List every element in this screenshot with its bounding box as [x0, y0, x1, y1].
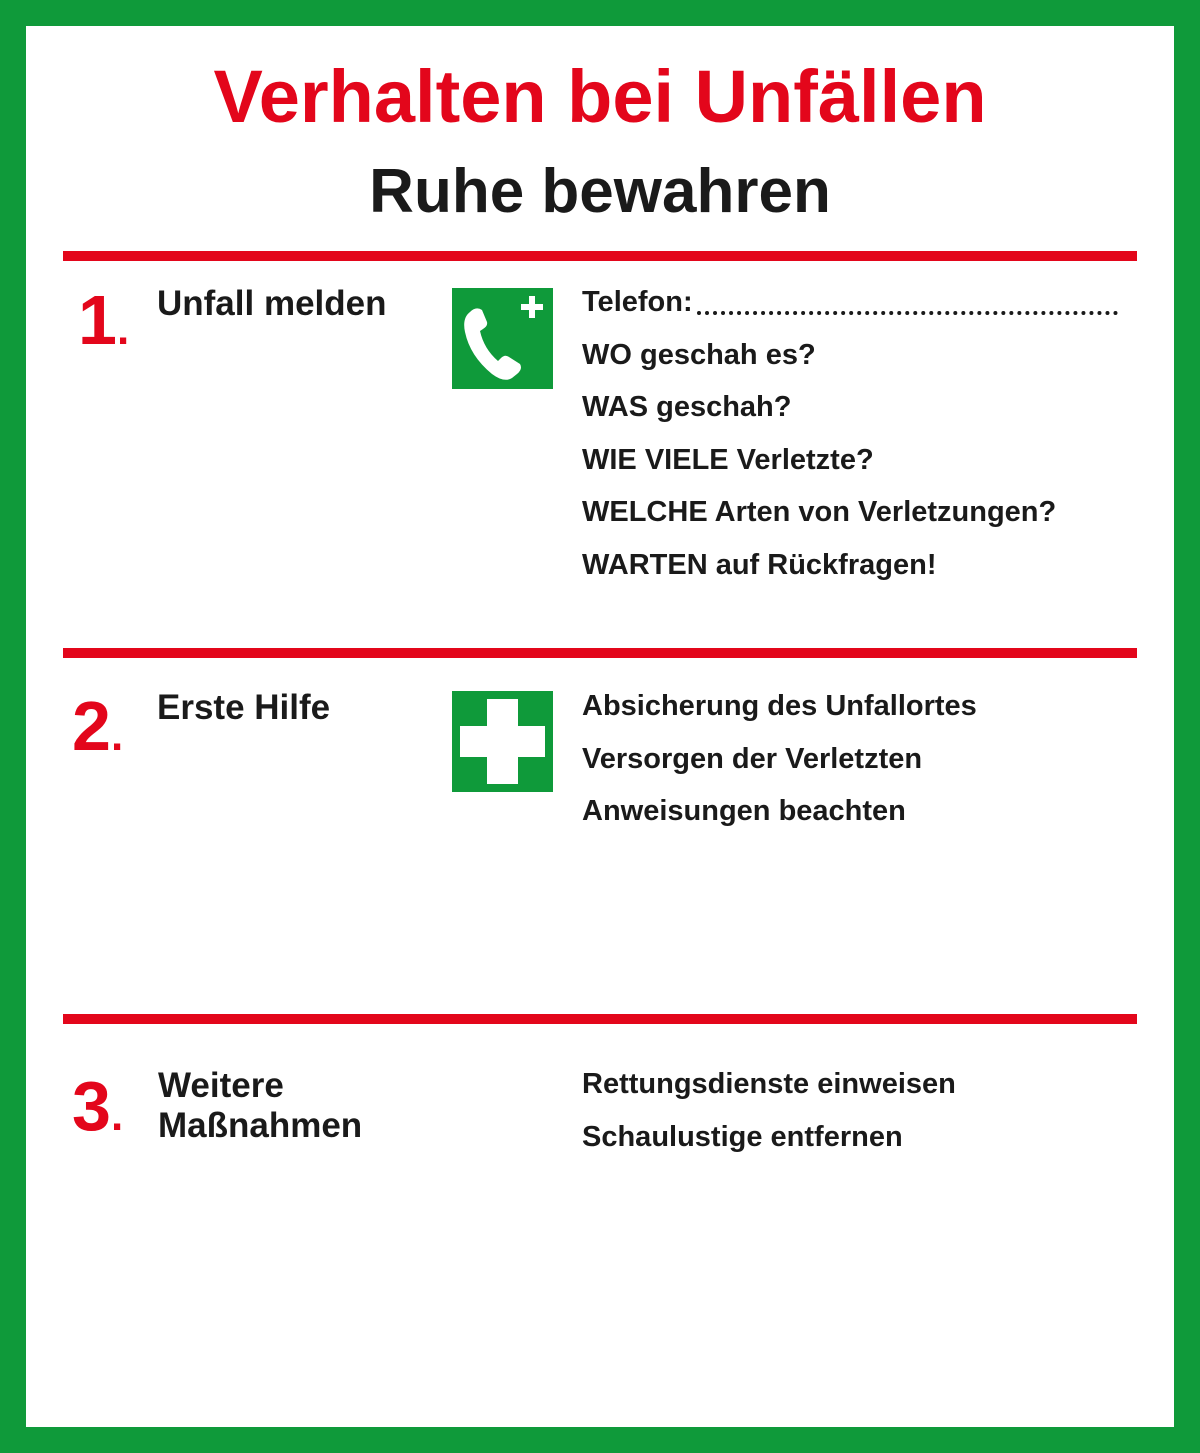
list-item: WELCHE Arten von Verletzungen?	[582, 496, 1057, 528]
phone-label: Telefon:	[582, 286, 693, 318]
list-item: Anweisungen beachten	[582, 795, 906, 827]
emergency-phone-icon	[452, 288, 553, 389]
section-1-heading: Unfall melden	[157, 284, 387, 323]
section-3-list	[582, 1058, 956, 1163]
phone-fill-line	[697, 289, 1118, 315]
section-2-list	[582, 680, 977, 838]
sign-title: Verhalten bei Unfällen	[213, 55, 987, 138]
list-item: Rettungsdienste einweisen	[582, 1068, 956, 1100]
list-item: WIE VIELE Verletzte?	[582, 443, 874, 476]
phone-field	[582, 276, 1118, 329]
list-item: Versorgen der Verletzten	[582, 742, 923, 775]
list-item: Absicherung des Unfallortes	[582, 690, 977, 722]
divider-bottom	[63, 1014, 1137, 1024]
list-item: WO geschah es?	[582, 338, 816, 371]
sign-subtitle: Ruhe bewahren	[369, 157, 831, 226]
divider-top	[63, 251, 1137, 261]
divider-middle	[63, 648, 1137, 658]
section-3-heading-line1: Weitere	[158, 1066, 284, 1105]
section-2-heading: Erste Hilfe	[157, 688, 331, 727]
section-1-number: 1.	[78, 281, 130, 359]
list-item: Schaulustige entfernen	[582, 1120, 903, 1153]
list-item: WAS geschah?	[582, 391, 792, 423]
list-item: WARTEN auf Rückfragen!	[582, 548, 937, 581]
section-2-number: 2.	[72, 687, 124, 765]
first-aid-cross-icon	[452, 691, 553, 792]
section-3-heading-line2: Maßnahmen	[158, 1106, 363, 1145]
section-3-number: 3.	[72, 1067, 124, 1145]
section-1-list	[582, 276, 1118, 591]
